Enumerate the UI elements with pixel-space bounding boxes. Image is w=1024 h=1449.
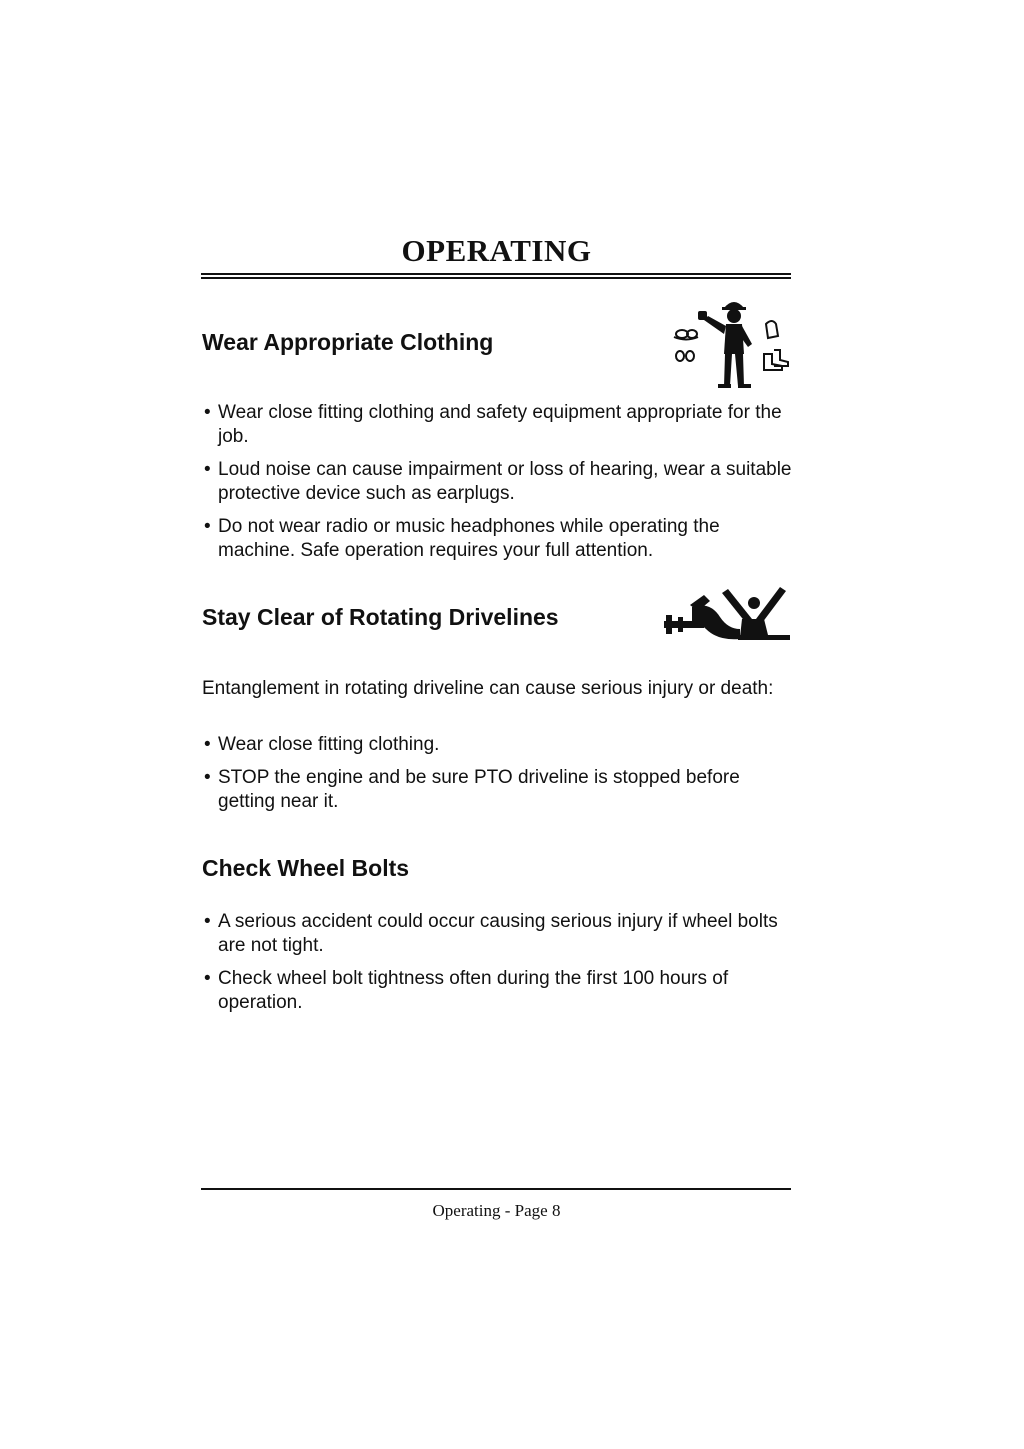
list-item: • Wear close fitting clothing. (204, 733, 792, 757)
section-heading-drivelines: Stay Clear of Rotating Drivelines (202, 604, 559, 630)
section-heading-clothing: Wear Appropriate Clothing (202, 329, 494, 355)
list-item: • STOP the engine and be sure PTO driveline is stopped before getting near it. (204, 766, 792, 814)
driveline-entanglement-icon (662, 585, 792, 645)
page-footer: Operating - Page 8 (432, 1201, 561, 1220)
list-item: • Loud noise can cause impairment or loss of hearing, wear a suitable protective device such as earplugs. (204, 458, 792, 506)
protective-clothing-icon (668, 292, 792, 390)
list-item: • A serious accident could occur causing serious injury if wheel bolts are not tight. (204, 910, 792, 958)
page-title: OPERATING (401, 233, 592, 268)
list-item: • Do not wear radio or music headphones while operating the machine. Safe operation requires your full attention. (204, 515, 792, 563)
footer-rule (201, 1188, 791, 1190)
section-intro: Entanglement in rotating driveline can cause serious injury or death: (202, 678, 774, 699)
section-heading-wheel-bolts: Check Wheel Bolts (202, 855, 410, 881)
list-item: • Wear close fitting clothing and safety equipment appropriate for the job. (204, 401, 792, 449)
title-double-rule (201, 273, 791, 279)
list-item: • Check wheel bolt tightness often during the first 100 hours of operation. (204, 967, 792, 1015)
